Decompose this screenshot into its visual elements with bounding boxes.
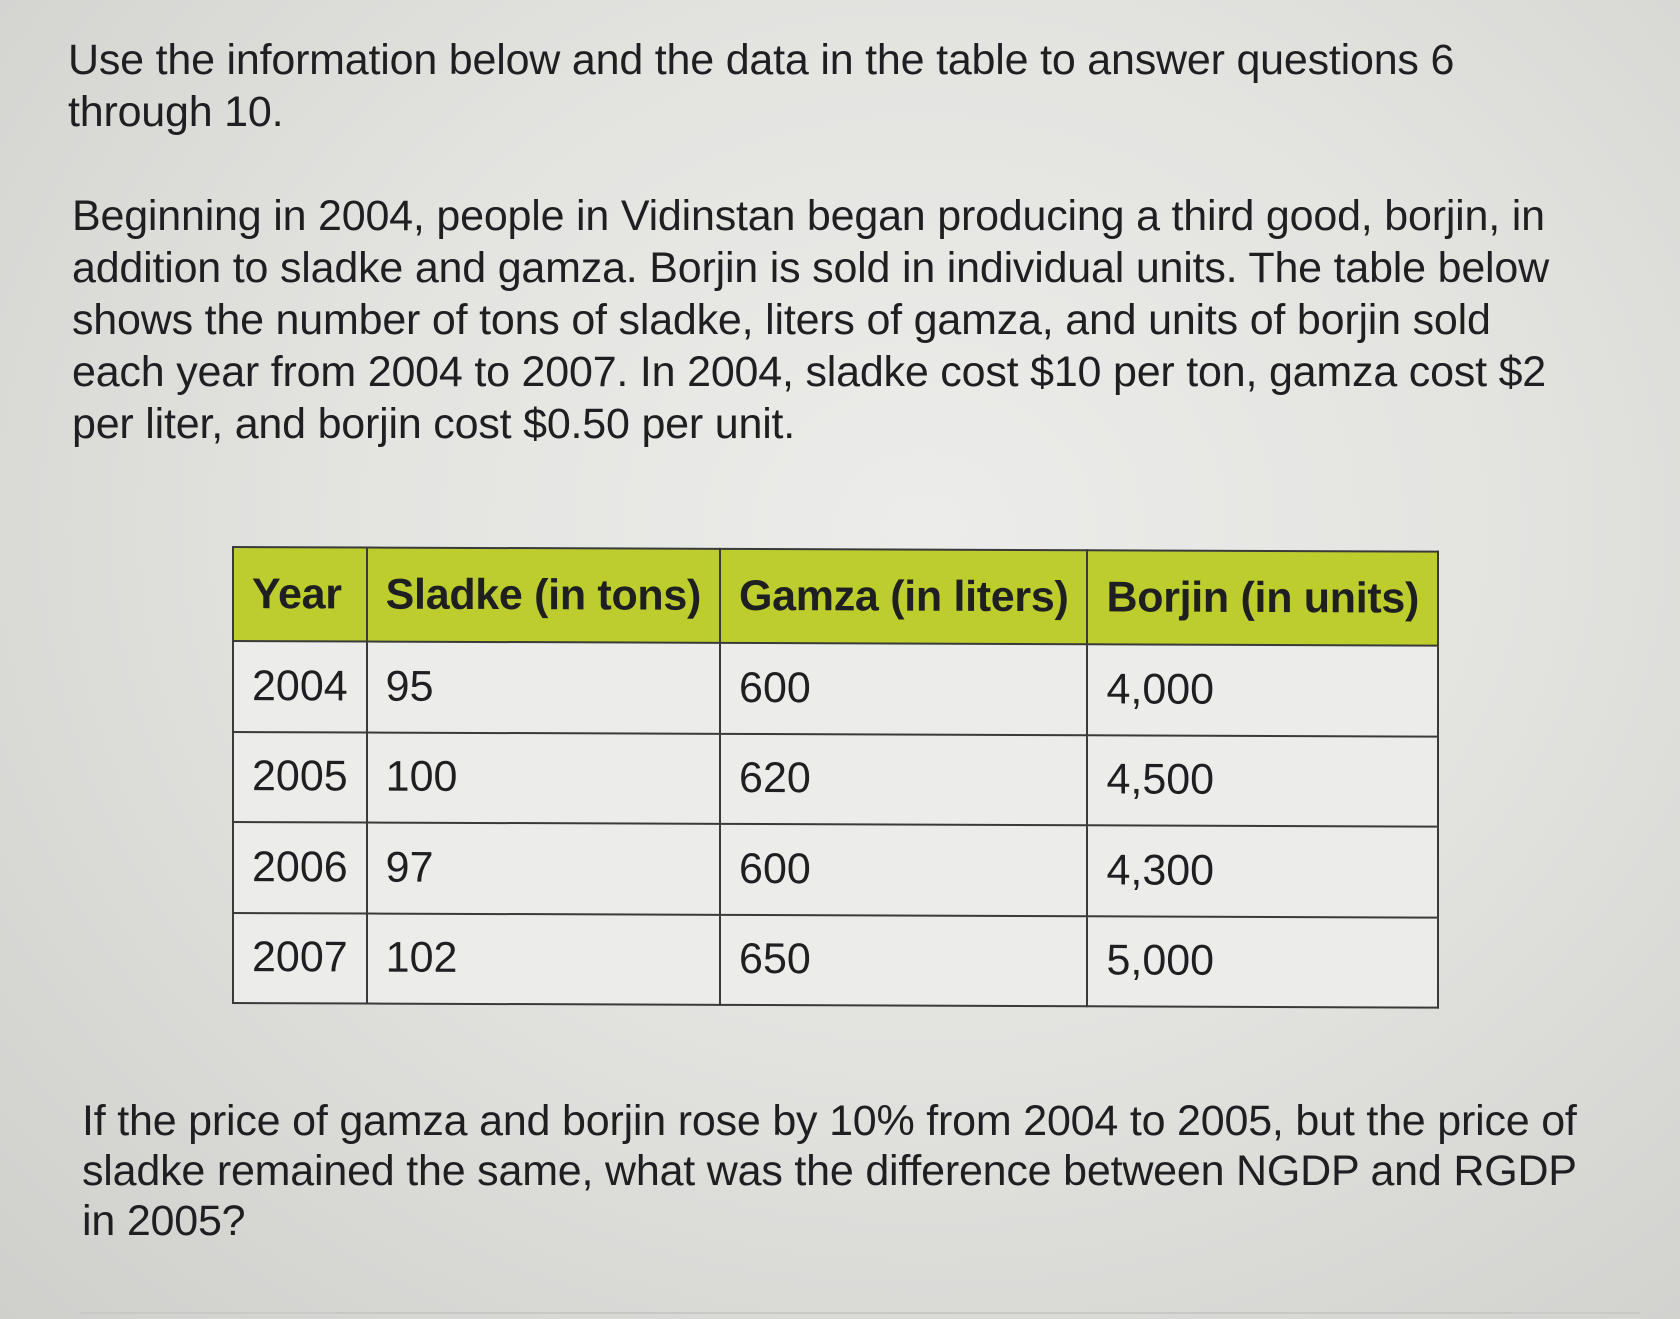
cell-sladke: 102 (367, 913, 720, 1005)
table-row (233, 913, 1438, 1008)
cell-sladke: 100 (367, 732, 720, 824)
table-header-row (233, 547, 1438, 646)
cell-gamza: 650 (720, 914, 1087, 1006)
table-row (233, 732, 1438, 827)
cell-gamza: 600 (720, 643, 1087, 735)
cell-sladke: 97 (367, 823, 720, 915)
instructions-text: Use the information below and the data in the table to answer questions 6 through 10. (68, 36, 1455, 136)
cell-borjin: 4,000 (1087, 644, 1438, 736)
table-row (233, 822, 1438, 917)
cell-sladke: 95 (367, 642, 720, 734)
cell-borjin: 5,000 (1087, 916, 1438, 1008)
cell-gamza: 620 (720, 733, 1087, 825)
bottom-divider (80, 1312, 1640, 1314)
cell-gamza: 600 (720, 824, 1087, 916)
cell-borjin: 4,300 (1087, 825, 1438, 917)
cell-borjin: 4,500 (1087, 735, 1438, 827)
cell-year: 2005 (233, 732, 367, 823)
header-gamza: Gamza (in liters) (720, 549, 1087, 644)
table-row (233, 641, 1438, 736)
cell-year: 2004 (233, 641, 367, 732)
header-sladke: Sladke (in tons) (367, 548, 720, 643)
cell-year: 2007 (233, 913, 367, 1004)
header-year: Year (233, 547, 367, 642)
header-borjin: Borjin (in units) (1087, 550, 1438, 645)
passage-text: Beginning in 2004, people in Vidinstan began producing a third good, borjin, in addition to sladke and gamza. Borjin is sold in individual units. The table below shows the number of tons of sladke, liters of gamza, and units of borjin sold each year from 2004 to 2007. In 2004, sladke cost $10 per ton, gamza cost $2 per liter, and borjin cost $0.50 per unit. (72, 192, 1549, 448)
production-table (232, 546, 1439, 1009)
question-text: If the price of gamza and borjin rose by 10% from 2004 to 2005, but the price of sladke remained the same, what was the difference between NGDP and RGDP in 2005? (82, 1097, 1577, 1245)
cell-year: 2006 (233, 822, 367, 913)
